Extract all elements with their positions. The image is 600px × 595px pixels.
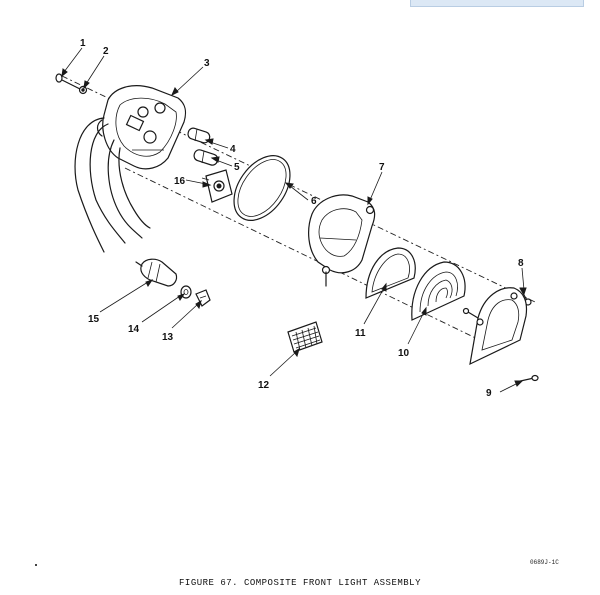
callout-7: 7: [379, 162, 385, 173]
callout-13: 13: [162, 332, 174, 343]
callout-4: 4: [230, 144, 236, 155]
callout-10: 10: [398, 348, 410, 359]
callout-2: 2: [103, 46, 109, 57]
callout-14: 14: [128, 324, 140, 335]
callout-3: 3: [204, 58, 210, 69]
callout-8: 8: [518, 258, 524, 269]
part-10-lens: [412, 262, 465, 320]
part-7-frame: [309, 195, 375, 286]
part-12-reflector: [288, 322, 322, 352]
drawing-code: 0689J-1C: [530, 559, 559, 566]
part-4-lamp: [187, 127, 211, 144]
callout-12: 12: [258, 380, 270, 391]
part-15-connector: [136, 259, 177, 286]
callout-11: 11: [355, 328, 366, 339]
part-11-gasket: [366, 248, 415, 298]
figure-caption: FIGURE 67. COMPOSITE FRONT LIGHT ASSEMBLY: [179, 578, 421, 588]
callout-5: 5: [234, 162, 240, 173]
callout-6: 6: [311, 196, 317, 207]
part-2-nut: [80, 87, 87, 94]
callout-1: 1: [80, 38, 86, 49]
callout-9: 9: [486, 388, 492, 399]
part-bezel: [470, 288, 527, 364]
scan-speck: [35, 564, 37, 566]
part-1-screw: [56, 74, 82, 90]
callout-15: 15: [88, 314, 100, 325]
callout-16: 16: [174, 176, 186, 187]
part-3-housing: [98, 86, 186, 169]
